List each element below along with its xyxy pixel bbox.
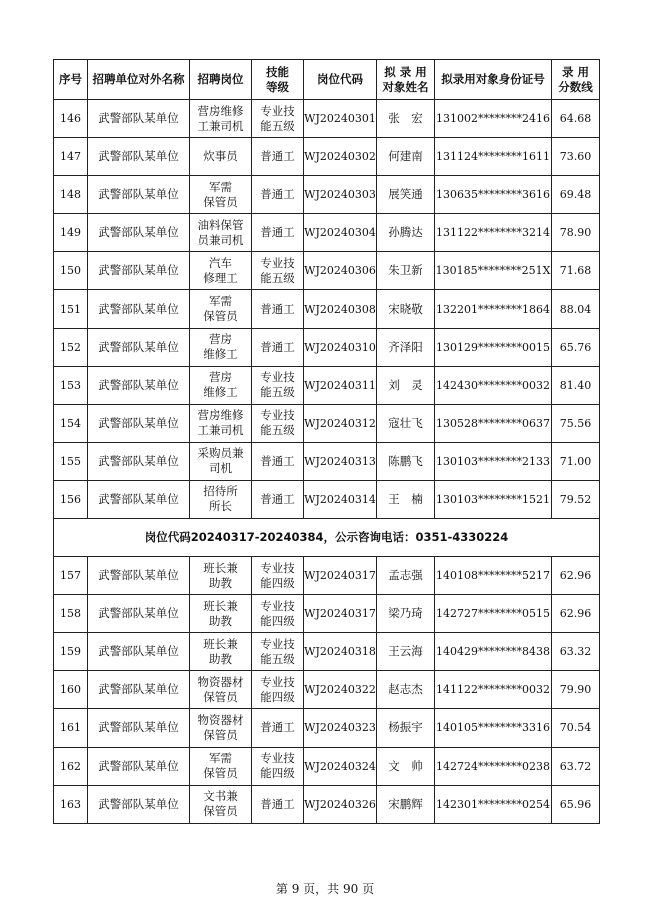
cell-id: 142727********0515	[435, 595, 552, 633]
cell-seq: 149	[54, 214, 88, 252]
cell-id: 142301********0254	[435, 785, 552, 823]
cell-post: 班长兼 助教	[190, 633, 252, 671]
cell-post: 物资器材 保管员	[190, 671, 252, 709]
cell-seq: 161	[54, 709, 88, 747]
cell-seq: 162	[54, 747, 88, 785]
cell-name: 齐泽阳	[377, 328, 435, 366]
table-row	[54, 328, 600, 366]
cell-id: 131122********3214	[435, 214, 552, 252]
table-row	[54, 100, 600, 138]
cell-unit: 武警部队某单位	[88, 366, 190, 404]
cell-post: 物资器材 保管员	[190, 709, 252, 747]
cell-level: 普通工	[252, 709, 304, 747]
cell-score: 81.40	[552, 366, 600, 404]
table-body-a	[54, 100, 600, 519]
cell-score: 65.96	[552, 785, 600, 823]
header-score: 录 用 分数线	[552, 60, 600, 100]
cell-id: 141122********0032	[435, 671, 552, 709]
cell-level: 普通工	[252, 214, 304, 252]
cell-code: WJ20240303	[304, 176, 377, 214]
cell-seq: 148	[54, 176, 88, 214]
cell-id: 130185********251X	[435, 252, 552, 290]
header-name: 拟 录 用 对象姓名	[377, 60, 435, 100]
header-row	[54, 60, 600, 100]
cell-score: 62.96	[552, 557, 600, 595]
cell-post: 招待所 所长	[190, 480, 252, 518]
cell-post: 军需 保管员	[190, 747, 252, 785]
cell-id: 130635********3616	[435, 176, 552, 214]
cell-seq: 160	[54, 671, 88, 709]
cell-id: 140429********8438	[435, 633, 552, 671]
cell-score: 62.96	[552, 595, 600, 633]
cell-id: 131124********1611	[435, 138, 552, 176]
cell-code: WJ20240324	[304, 747, 377, 785]
cell-unit: 武警部队某单位	[88, 328, 190, 366]
cell-id: 142430********0032	[435, 366, 552, 404]
cell-name: 孟志强	[377, 557, 435, 595]
cell-unit: 武警部队某单位	[88, 138, 190, 176]
cell-code: WJ20240304	[304, 214, 377, 252]
table-row	[54, 404, 600, 442]
table-row	[54, 214, 600, 252]
cell-post: 营房 维修工	[190, 328, 252, 366]
cell-unit: 武警部队某单位	[88, 404, 190, 442]
cell-id: 140105********3316	[435, 709, 552, 747]
cell-post: 班长兼 助教	[190, 557, 252, 595]
cell-level: 专业技 能四级	[252, 595, 304, 633]
cell-code: WJ20240310	[304, 328, 377, 366]
cell-name: 张 宏	[377, 100, 435, 138]
header-seq: 序号	[54, 60, 88, 100]
cell-name: 王云海	[377, 633, 435, 671]
cell-name: 赵志杰	[377, 671, 435, 709]
cell-level: 普通工	[252, 785, 304, 823]
header-code: 岗位代码	[304, 60, 377, 100]
cell-post: 采购员兼 司机	[190, 442, 252, 480]
cell-level: 专业技 能五级	[252, 252, 304, 290]
table-row	[54, 176, 600, 214]
cell-code: WJ20240317	[304, 557, 377, 595]
cell-seq: 158	[54, 595, 88, 633]
cell-post: 军需 保管员	[190, 176, 252, 214]
cell-score: 79.90	[552, 671, 600, 709]
cell-code: WJ20240323	[304, 709, 377, 747]
cell-unit: 武警部队某单位	[88, 214, 190, 252]
cell-score: 70.54	[552, 709, 600, 747]
table-row	[54, 595, 600, 633]
table-row	[54, 747, 600, 785]
cell-id: 130528********0637	[435, 404, 552, 442]
page-footer: 第 9 页，共 90 页	[275, 882, 375, 896]
recruitment-table	[53, 59, 600, 824]
cell-code: WJ20240311	[304, 366, 377, 404]
cell-level: 普通工	[252, 480, 304, 518]
header-id: 拟录用对象身份证号	[435, 60, 552, 100]
cell-name: 孙腾达	[377, 214, 435, 252]
cell-level: 专业技 能五级	[252, 633, 304, 671]
cell-name: 宋鹏辉	[377, 785, 435, 823]
cell-name: 朱卫新	[377, 252, 435, 290]
cell-post: 汽车 修理工	[190, 252, 252, 290]
table-row	[54, 671, 600, 709]
cell-seq: 155	[54, 442, 88, 480]
cell-unit: 武警部队某单位	[88, 557, 190, 595]
cell-score: 78.90	[552, 214, 600, 252]
cell-name: 陈鹏飞	[377, 442, 435, 480]
table-row	[54, 290, 600, 328]
cell-level: 普通工	[252, 176, 304, 214]
cell-name: 王 楠	[377, 480, 435, 518]
cell-level: 专业技 能四级	[252, 557, 304, 595]
cell-name: 梁乃琦	[377, 595, 435, 633]
cell-seq: 163	[54, 785, 88, 823]
table-row	[54, 366, 600, 404]
cell-seq: 153	[54, 366, 88, 404]
cell-name: 宋晓敬	[377, 290, 435, 328]
cell-unit: 武警部队某单位	[88, 747, 190, 785]
cell-unit: 武警部队某单位	[88, 290, 190, 328]
cell-score: 63.32	[552, 633, 600, 671]
cell-id: 130103********1521	[435, 480, 552, 518]
cell-name: 寇壮飞	[377, 404, 435, 442]
cell-level: 普通工	[252, 328, 304, 366]
cell-code: WJ20240326	[304, 785, 377, 823]
cell-id: 130129********0015	[435, 328, 552, 366]
cell-code: WJ20240308	[304, 290, 377, 328]
cell-level: 专业技 能四级	[252, 671, 304, 709]
cell-name: 展笑通	[377, 176, 435, 214]
cell-code: WJ20240317	[304, 595, 377, 633]
cell-code: WJ20240312	[304, 404, 377, 442]
header-unit: 招聘单位对外名称	[88, 60, 190, 100]
cell-post: 营房维修 工兼司机	[190, 404, 252, 442]
table-row	[54, 480, 600, 518]
cell-seq: 154	[54, 404, 88, 442]
cell-unit: 武警部队某单位	[88, 595, 190, 633]
cell-score: 75.56	[552, 404, 600, 442]
cell-id: 131002********2416	[435, 100, 552, 138]
cell-unit: 武警部队某单位	[88, 252, 190, 290]
cell-post: 文书兼 保管员	[190, 785, 252, 823]
cell-score: 71.68	[552, 252, 600, 290]
cell-score: 79.52	[552, 480, 600, 518]
cell-score: 71.00	[552, 442, 600, 480]
cell-seq: 147	[54, 138, 88, 176]
cell-code: WJ20240302	[304, 138, 377, 176]
header-level: 技能 等级	[252, 60, 304, 100]
cell-id: 142724********0238	[435, 747, 552, 785]
cell-level: 普通工	[252, 442, 304, 480]
cell-post: 军需 保管员	[190, 290, 252, 328]
cell-level: 专业技 能四级	[252, 747, 304, 785]
table-row	[54, 557, 600, 595]
cell-level: 专业技 能五级	[252, 366, 304, 404]
header-post: 招聘岗位	[190, 60, 252, 100]
cell-id: 140108********5217	[435, 557, 552, 595]
cell-score: 73.60	[552, 138, 600, 176]
table-row	[54, 442, 600, 480]
cell-level: 普通工	[252, 290, 304, 328]
cell-post: 油料保管 员兼司机	[190, 214, 252, 252]
cell-post: 班长兼 助教	[190, 595, 252, 633]
table-row	[54, 709, 600, 747]
cell-level: 专业技 能五级	[252, 404, 304, 442]
cell-code: WJ20240314	[304, 480, 377, 518]
cell-unit: 武警部队某单位	[88, 100, 190, 138]
table-row	[54, 633, 600, 671]
cell-id: 130103********2133	[435, 442, 552, 480]
cell-unit: 武警部队某单位	[88, 709, 190, 747]
cell-score: 69.48	[552, 176, 600, 214]
cell-code: WJ20240313	[304, 442, 377, 480]
table-body-b	[54, 557, 600, 824]
cell-seq: 152	[54, 328, 88, 366]
cell-name: 刘 灵	[377, 366, 435, 404]
cell-score: 65.76	[552, 328, 600, 366]
table-row	[54, 252, 600, 290]
cell-unit: 武警部队某单位	[88, 785, 190, 823]
cell-unit: 武警部队某单位	[88, 671, 190, 709]
cell-code: WJ20240301	[304, 100, 377, 138]
cell-seq: 146	[54, 100, 88, 138]
cell-score: 63.72	[552, 747, 600, 785]
cell-code: WJ20240306	[304, 252, 377, 290]
cell-name: 杨振宇	[377, 709, 435, 747]
cell-unit: 武警部队某单位	[88, 442, 190, 480]
cell-post: 炊事员	[190, 138, 252, 176]
notice-text: 岗位代码20240317-20240384，公示咨询电话：0351-4330224	[54, 519, 600, 557]
notice-row	[54, 519, 600, 557]
cell-seq: 157	[54, 557, 88, 595]
notice-section	[54, 519, 600, 557]
cell-seq: 156	[54, 480, 88, 518]
cell-level: 普通工	[252, 138, 304, 176]
cell-code: WJ20240318	[304, 633, 377, 671]
cell-post: 营房维修 工兼司机	[190, 100, 252, 138]
cell-name: 文 帅	[377, 747, 435, 785]
cell-unit: 武警部队某单位	[88, 633, 190, 671]
table-row	[54, 138, 600, 176]
cell-score: 64.68	[552, 100, 600, 138]
cell-unit: 武警部队某单位	[88, 480, 190, 518]
cell-id: 132201********1864	[435, 290, 552, 328]
cell-score: 88.04	[552, 290, 600, 328]
cell-seq: 159	[54, 633, 88, 671]
cell-seq: 150	[54, 252, 88, 290]
cell-unit: 武警部队某单位	[88, 176, 190, 214]
cell-name: 何建南	[377, 138, 435, 176]
cell-seq: 151	[54, 290, 88, 328]
table-row	[54, 785, 600, 823]
cell-level: 专业技 能五级	[252, 100, 304, 138]
cell-post: 营房 维修工	[190, 366, 252, 404]
cell-code: WJ20240322	[304, 671, 377, 709]
